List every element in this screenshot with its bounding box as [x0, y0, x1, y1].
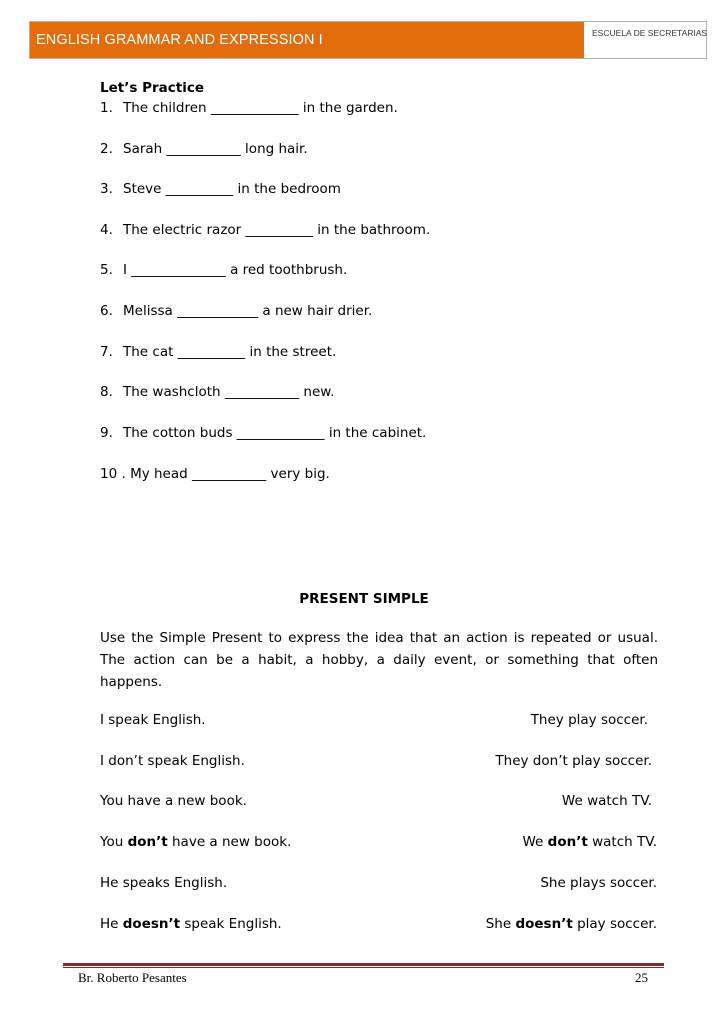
exercise-text: The electric razor __________ in the bathroom.	[123, 222, 431, 238]
page-number: 25	[635, 970, 648, 985]
example-text: They play soccer.	[530, 712, 648, 728]
exercise-item	[100, 141, 308, 157]
exercise-number: 1.	[100, 100, 113, 116]
example-left	[100, 712, 206, 728]
exercise-item	[100, 344, 336, 360]
example-bold: doesn’t	[122, 916, 181, 932]
exercise-text: My head ___________ very big.	[130, 466, 330, 482]
exercise-number: 6.	[100, 303, 113, 319]
example-text: play soccer.	[572, 916, 657, 932]
example-left	[100, 916, 282, 932]
exercise-number: 2.	[100, 141, 113, 157]
exercise-item	[100, 181, 341, 197]
exercise-text: The cat __________ in the street.	[123, 344, 337, 360]
exercise-text: The children _____________ in the garden.	[123, 100, 398, 116]
exercise-item	[100, 100, 398, 116]
example-text: I speak English.	[100, 712, 206, 728]
exercise-number: 3.	[100, 181, 113, 197]
example-bold: don’t	[127, 834, 168, 850]
section-title: PRESENT SIMPLE	[299, 591, 429, 607]
exercise-item	[100, 466, 330, 482]
exercise-number: 7.	[100, 344, 113, 360]
header-school: ESCUELA DE SECRETARIAS	[592, 28, 708, 38]
exercise-text: Sarah ___________ long hair.	[123, 141, 308, 157]
footer-author: Br. Roberto Pesantes	[78, 970, 187, 985]
example-right	[486, 916, 657, 932]
exercise-text: Steve __________ in the bedroom	[123, 181, 341, 197]
example-text: He speaks English.	[100, 875, 228, 891]
example-text: She	[485, 916, 516, 932]
example-left	[100, 875, 227, 891]
example-text: speak English.	[180, 916, 282, 932]
example-right	[531, 712, 648, 728]
header-school-box	[584, 22, 706, 58]
example-text: have a new book.	[167, 834, 292, 850]
exercise-item	[100, 425, 426, 441]
exercise-number: 10 .	[100, 466, 126, 482]
example-text: We	[522, 834, 548, 850]
example-text: We watch TV.	[561, 793, 652, 809]
exercise-number: 9.	[100, 425, 113, 441]
example-text: They don’t play soccer.	[495, 753, 652, 769]
exercise-number: 5.	[100, 262, 113, 278]
example-right	[523, 834, 658, 850]
footer-rule	[63, 963, 664, 966]
example-right	[540, 875, 657, 891]
example-text: watch TV.	[587, 834, 657, 850]
exercise-number: 8.	[100, 384, 113, 400]
example-text: I don’t speak English.	[100, 753, 245, 769]
header-title-bar	[30, 22, 584, 58]
example-bold: don’t	[547, 834, 588, 850]
example-text: You have a new book.	[100, 793, 247, 809]
exercise-item	[100, 262, 347, 278]
example-left	[100, 753, 245, 769]
example-left	[100, 834, 291, 850]
exercise-item	[100, 384, 334, 400]
header-title: ENGLISH GRAMMAR AND EXPRESSION I	[36, 32, 323, 48]
exercise-item	[100, 303, 372, 319]
example-text: You	[100, 834, 128, 850]
practice-title: Let’s Practice	[100, 80, 204, 96]
example-text: She plays soccer.	[540, 875, 657, 891]
example-text: He	[100, 916, 123, 932]
page-header	[29, 21, 707, 59]
exercise-text: Melissa ____________ a new hair drier.	[123, 303, 373, 319]
example-right	[495, 753, 652, 769]
exercise-text: The washcloth ___________ new.	[123, 384, 335, 400]
example-bold: doesn’t	[515, 916, 573, 932]
exercise-number: 4.	[100, 222, 113, 238]
intro-paragraph: Use the Simple Present to express the idea that an action is repeated or usual. The action can be a habit, a hobby, a daily event, or something that often happens.	[100, 630, 658, 690]
exercise-text: The cotton buds _____________ in the cabinet.	[123, 425, 427, 441]
example-right	[562, 793, 652, 809]
exercise-text: I ______________ a red toothbrush.	[123, 262, 348, 278]
footer-rule	[63, 967, 664, 968]
exercise-item	[100, 222, 430, 238]
example-left	[100, 793, 247, 809]
